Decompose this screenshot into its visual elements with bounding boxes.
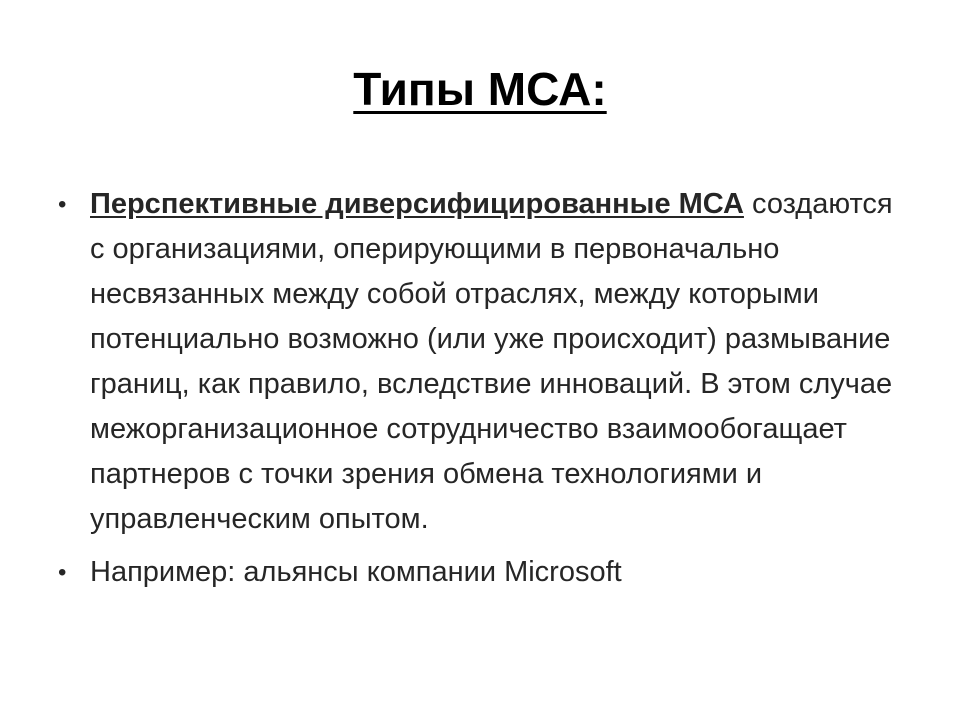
bullet-icon: • [58, 559, 67, 586]
bullet-body-text: Например: альянсы компании Microsoft [90, 556, 622, 588]
bullet-icon: • [58, 191, 67, 218]
slide-title [0, 62, 960, 117]
bullet-lead-text: Перспективные диверсифицированные МСА [90, 188, 744, 220]
bullet-item-1 [58, 182, 908, 542]
slide-title-text: Типы МСА: [353, 63, 607, 115]
bullet-list [58, 182, 908, 603]
bullet-body-text: создаются с организациями, оперирующими в первоначально несвязанных между собой отраслях, между которыми потенциально возможно (или уже происходит) размывание границ, как правило, вследствие инноваций. В этом случае межорганизационное сотрудничество взаимообогащает партнеров с точки зрения обмена технологиями и управленческим опытом. [90, 188, 893, 535]
bullet-item-2 [58, 550, 908, 595]
